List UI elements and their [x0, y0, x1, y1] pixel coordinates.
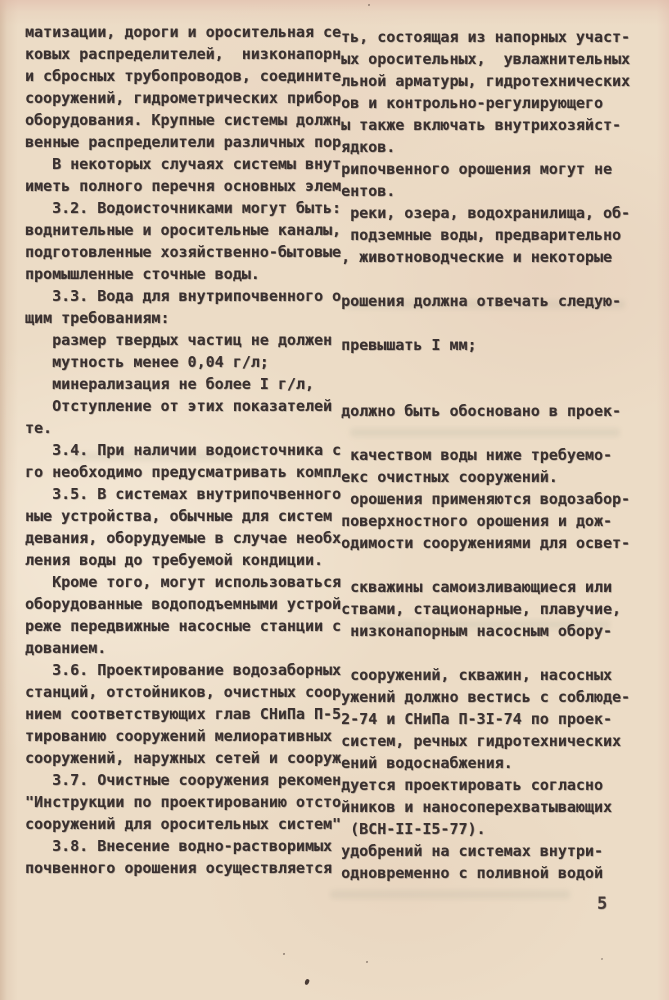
text-line-left-segment: В некоторых случаях системы внут [25, 155, 342, 173]
text-line-left-segment: Отступление от этих показателей [25, 397, 342, 415]
text-line-left-segment: минерализация не более I г/л, [25, 375, 314, 393]
text-line-right-segment: одновременно с поливной водой [341, 864, 603, 882]
text-line [25, 815, 630, 837]
text-line [25, 23, 630, 45]
text-line-right-segment: орошения применяются водозабор- [341, 490, 631, 508]
text-line [25, 155, 630, 177]
text-line-left-segment: сооружений, наружных сетей и сооруж [25, 749, 342, 767]
text-line-left-segment: мутность менее 0,04 г/л; [25, 353, 269, 371]
text-line-right-segment: сооружений, скважин, насосных [341, 666, 613, 684]
text-line-left-segment: иметь полного перечня основных элем [25, 177, 342, 195]
text-line [25, 45, 630, 67]
text-line [25, 727, 630, 749]
text-line-right-segment: ых оросительных, увлажнительных [341, 50, 631, 68]
text-line-left-segment: воднительные и оросительные каналы, [25, 221, 342, 239]
text-line-right-segment: рипочвенного орошения могут не [341, 160, 613, 178]
text-line [25, 67, 630, 89]
text-line-right-segment: екс очистных сооружений. [341, 468, 558, 486]
text-line [25, 551, 630, 573]
text-line [25, 375, 630, 397]
text-line-left-segment: щим требованиям: [25, 309, 170, 327]
text-line-right-segment: ентов. [341, 182, 396, 200]
text-line [25, 793, 630, 815]
text-line [25, 221, 630, 243]
text-line [25, 705, 630, 727]
text-line-left-segment: промышленные сточные воды. [25, 265, 260, 283]
text-line [25, 683, 630, 705]
text-line-left-segment: станций, отстойников, очистных соор [25, 683, 342, 701]
text-line-left-segment: оборудованные водоподъемными устрой [25, 595, 342, 613]
text-line-right-segment: систем, речных гидротехнических [341, 732, 622, 750]
ink-speck [601, 958, 603, 960]
text-line [25, 287, 630, 309]
text-line-right-segment: йников и наносоперехватывающих [341, 798, 613, 816]
text-line-right-segment: ть, состоящая из напорных участ- [341, 28, 631, 46]
text-line-right-segment: дуется проектировать согласно [341, 776, 603, 794]
text-line-right-segment: должно быть обосновано в проек- [341, 402, 622, 420]
text-line-right-segment: ов и контрольно-регулирующего [341, 94, 603, 112]
text-line-left-segment: "Инструкции по проектированию отсто [25, 793, 342, 811]
text-line [25, 463, 630, 485]
text-line [25, 529, 630, 551]
ink-speck [283, 953, 285, 955]
text-line-left-segment: 3.7. Очистные сооружения рекомен [25, 771, 342, 789]
text-line-right-segment: ствами, стационарные, плавучие, [341, 600, 622, 618]
text-line-right-segment: ужений должно вестись с соблюде- [341, 688, 631, 706]
text-line-left-segment: 3.2. Водоисточниками могут быть: [25, 199, 342, 217]
text-line-left-segment: 3.5. В системах внутрипочвенного [25, 485, 342, 503]
text-line-right-segment: превышать I мм; [341, 336, 477, 354]
text-line [25, 507, 630, 529]
text-line-right-segment: ы также включать внутрихозяйст- [341, 116, 622, 134]
text-line [25, 419, 630, 441]
text-line-left-segment: ные устройства, обычные для систем [25, 507, 342, 525]
text-line-right-segment: низконапорным насосным обору- [341, 622, 613, 640]
text-line-left-segment: и сбросных трубопроводов, соедините [25, 67, 342, 85]
text-line [25, 397, 630, 419]
text-line-right-segment: рошения должна отвечать следую- [341, 292, 622, 310]
text-line-right-segment: скважины самоизливающиеся или [341, 578, 613, 596]
text-line-right-segment: поверхностного орошения и дож- [341, 512, 613, 530]
text-line-left-segment: ления воды до требуемой кондиции. [25, 551, 324, 569]
text-line [25, 89, 630, 111]
text-line-left-segment: сооружений для оросительных систем" [25, 815, 342, 833]
text-line-left-segment: подготовленные хозяйственно-бытовые [25, 243, 342, 261]
text-line-left-segment: 3.3. Вода для внутрипочвенного о [25, 287, 342, 305]
text-line-right-segment: 2-74 и СНиПа П-3I-74 по проек- [341, 710, 613, 728]
text-line [25, 133, 630, 155]
text-line [25, 331, 630, 353]
text-line-left-segment: 3.8. Внесение водно-растворимых [25, 837, 342, 855]
text-line [25, 837, 630, 859]
text-line-right-segment: удобрений на системах внутри- [341, 842, 603, 860]
text-line [25, 573, 630, 595]
text-line-left-segment: матизации, дороги и оросительная се [25, 23, 342, 41]
ink-speck [366, 961, 368, 963]
text-line [25, 199, 630, 221]
page-number: 5 [597, 894, 608, 914]
text-line [25, 749, 630, 771]
text-line-left-segment: сооружений, гидрометрических прибор [25, 89, 342, 107]
text-line [25, 177, 630, 199]
text-line-left-segment: реже передвижные насосные станции с [25, 617, 342, 635]
text-line [25, 111, 630, 133]
text-line-left-segment: девания, оборудуемые в случае необх [25, 529, 342, 547]
text-line [25, 353, 630, 375]
text-line-left-segment: нием соответствующих глав СНиПа П-5 [25, 705, 342, 723]
text-line-left-segment: размер твердых частиц не должен [25, 331, 342, 349]
text-line [25, 859, 630, 881]
page-text [25, 23, 630, 881]
bleed-through-mark [330, 890, 570, 899]
text-line-right-segment: ений водоснабжения. [341, 754, 513, 772]
text-line [25, 485, 630, 507]
text-line-right-segment: реки, озера, водохранилища, об- [341, 204, 631, 222]
ink-speck [304, 979, 310, 986]
text-line-right-segment: одимости сооружениями для освет- [341, 534, 631, 552]
text-line-left-segment: Кроме того, могут использоваться [25, 573, 342, 591]
text-line [25, 617, 630, 639]
text-line [25, 309, 630, 331]
text-line-right-segment: (ВСН-II-I5-77). [341, 820, 486, 838]
text-line-left-segment: те. [25, 419, 53, 437]
text-line [25, 595, 630, 617]
text-line-left-segment: го необходимо предусматривать компл [25, 463, 342, 481]
text-line-left-segment: венные распределители различных пор [25, 133, 342, 151]
text-line [25, 639, 630, 661]
text-line-right-segment: , животноводческие и некоторые [341, 248, 613, 266]
text-line-left-segment: ковых распределителей, низконапорн [25, 45, 342, 63]
text-line-right-segment: качеством воды ниже требуемо- [341, 446, 613, 464]
text-line-left-segment: 3.6. Проектирование водозаборных [25, 661, 342, 679]
text-line [25, 265, 630, 287]
text-line-right-segment: льной арматуры, гидротехнических [341, 72, 631, 90]
text-line-left-segment: 3.4. При наличии водоисточника с [25, 441, 342, 459]
ink-speck [368, 4, 370, 6]
text-line-right-segment: ядков. [341, 138, 396, 156]
text-line-left-segment: почвенного орошения осуществляется [25, 859, 342, 877]
text-line-left-segment: тированию сооружений мелиоративных [25, 727, 342, 745]
text-line-right-segment: подземные воды, предварительно [341, 226, 622, 244]
text-line [25, 441, 630, 463]
text-line [25, 661, 630, 683]
text-line-left-segment: дованием. [25, 639, 107, 657]
text-line [25, 243, 630, 265]
text-line-left-segment: оборудования. Крупные системы должн [25, 111, 342, 129]
text-line [25, 771, 630, 793]
